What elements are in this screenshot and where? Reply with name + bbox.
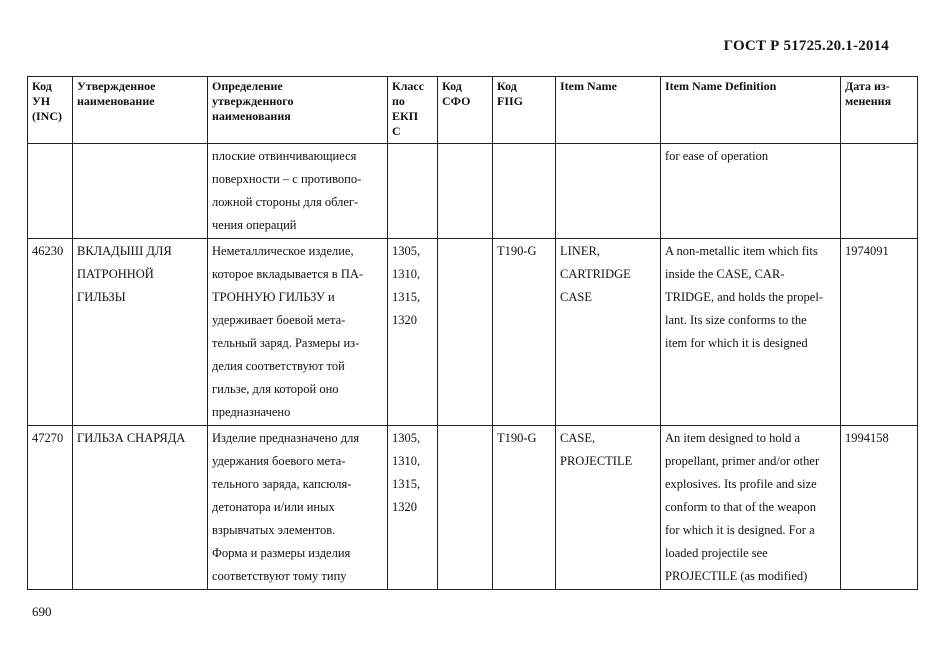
cell-line: ЕКП (392, 109, 419, 123)
cell-line: УН (32, 94, 51, 108)
cell-line: A non-metallic item which fits (665, 244, 818, 258)
cell-line: lant. Its size conforms to the (665, 313, 807, 327)
col-header-fiig (493, 77, 556, 144)
cell-line: делия соответствуют той (212, 359, 345, 373)
cell-line: 1315, (392, 290, 421, 304)
cell-line: Утвержденное (77, 79, 156, 93)
col-header-definition (208, 77, 388, 144)
cell-line: 1305, (392, 244, 421, 258)
cell-line: поверхности – с противопо- (212, 172, 362, 186)
col-header-inc (28, 77, 73, 144)
cell-line: удержания боевого мета- (212, 454, 346, 468)
cell-line: 1310, (392, 267, 421, 281)
cell-line: которое вкладывается в ПА- (212, 267, 364, 281)
cell-item-name (556, 426, 661, 590)
cell-line: 1320 (392, 313, 417, 327)
cell-line: inside the CASE, CAR- (665, 267, 785, 281)
cell-sfo (438, 239, 493, 426)
cell-line: Код (497, 79, 517, 93)
cell-line: PROJECTILE (560, 454, 633, 468)
cell-item-definition (661, 426, 841, 590)
cell-fiig: T190-G (493, 426, 556, 590)
cell-line: тельный заряд. Размеры из- (212, 336, 360, 350)
cell-line: тельного заряда, капсюля- (212, 477, 352, 491)
cell-line: Код (32, 79, 52, 93)
cell-inc: 47270 (28, 426, 73, 590)
cell-line: Класс (392, 79, 425, 93)
cell-line: ВКЛАДЫШ ДЛЯ (77, 244, 172, 258)
cell-line: Изделие предназначено для (212, 431, 360, 445)
cell-inc: 46230 (28, 239, 73, 426)
cell-class (388, 426, 438, 590)
cell-item-definition (661, 144, 841, 239)
cell-line: An item designed to hold a (665, 431, 801, 445)
cell-line: Дата из- (845, 79, 890, 93)
table-row (28, 144, 918, 239)
cell-line: Item Name Definition (665, 79, 777, 93)
cell-line: Код (442, 79, 462, 93)
catalog-table (27, 76, 918, 590)
cell-fiig (493, 144, 556, 239)
cell-item-name (556, 239, 661, 426)
col-header-item-name (556, 77, 661, 144)
cell-change-date (841, 144, 918, 239)
cell-line: Неметаллическое изделие, (212, 244, 354, 258)
cell-line: менения (845, 94, 892, 108)
cell-line: conform to that of the weapon (665, 500, 816, 514)
cell-line: детонатора и/или иных (212, 500, 335, 514)
cell-line: по (392, 94, 405, 108)
cell-line: гильзе, для которой оно (212, 382, 339, 396)
cell-line: for which it is designed. For a (665, 523, 815, 537)
cell-line: TRIDGE, and holds the propel- (665, 290, 823, 304)
cell-line: 1305, (392, 431, 421, 445)
cell-line: ГИЛЬЗА СНАРЯДА (77, 431, 186, 445)
cell-line: LINER, (560, 244, 600, 258)
cell-line: соответствуют тому типу (212, 569, 347, 583)
cell-line: propellant, primer and/or other (665, 454, 820, 468)
cell-line: for ease of operation (665, 149, 769, 163)
cell-line: explosives. Its profile and size (665, 477, 817, 491)
cell-item-definition (661, 239, 841, 426)
cell-line: 1315, (392, 477, 421, 491)
cell-definition (208, 144, 388, 239)
col-header-sfo (438, 77, 493, 144)
cell-inc (28, 144, 73, 239)
cell-item-name (556, 144, 661, 239)
col-header-change-date (841, 77, 918, 144)
cell-line: утвержденного (212, 94, 294, 108)
cell-line: CASE, (560, 431, 596, 445)
col-header-class (388, 77, 438, 144)
cell-line: FIIG (497, 94, 524, 108)
cell-line: ложной стороны для облег- (212, 195, 359, 209)
col-header-item-definition (661, 77, 841, 144)
cell-class (388, 144, 438, 239)
cell-line: Форма и размеры изделия (212, 546, 351, 560)
cell-line: 1320 (392, 500, 417, 514)
cell-line: loaded projectile see (665, 546, 768, 560)
page-number: 690 (32, 604, 52, 619)
table-row (28, 426, 918, 590)
cell-line: Определение (212, 79, 283, 93)
cell-line: удерживает боевой мета- (212, 313, 346, 327)
cell-line: СФО (442, 94, 471, 108)
cell-approved-name (73, 239, 208, 426)
cell-change-date: 1994158 (841, 426, 918, 590)
cell-line: плоские отвинчивающиеся (212, 149, 357, 163)
cell-change-date: 1974091 (841, 239, 918, 426)
cell-line: ТРОННУЮ ГИЛЬЗУ и (212, 290, 335, 304)
cell-line: (INC) (32, 109, 62, 123)
cell-approved-name (73, 144, 208, 239)
cell-sfo (438, 144, 493, 239)
cell-line: взрывчатых элементов. (212, 523, 336, 537)
cell-line: 1310, (392, 454, 421, 468)
cell-line: наименования (212, 109, 291, 123)
cell-approved-name (73, 426, 208, 590)
cell-fiig: T190-G (493, 239, 556, 426)
cell-sfo (438, 426, 493, 590)
cell-line: CASE (560, 290, 592, 304)
document-code: ГОСТ Р 51725.20.1-2014 (723, 38, 889, 54)
cell-line: предназначено (212, 405, 291, 419)
cell-line: PROJECTILE (as modified) (665, 569, 808, 583)
cell-line: item for which it is designed (665, 336, 808, 350)
table-row (28, 239, 918, 426)
cell-definition (208, 239, 388, 426)
header-row (28, 77, 918, 144)
cell-line: Item Name (560, 79, 617, 93)
cell-line: CARTRIDGE (560, 267, 631, 281)
cell-line: С (392, 124, 401, 138)
cell-definition (208, 426, 388, 590)
col-header-approved-name (73, 77, 208, 144)
cell-line: наименование (77, 94, 155, 108)
cell-class (388, 239, 438, 426)
cell-line: чения операций (212, 218, 297, 232)
cell-line: ПАТРОННОЙ (77, 267, 154, 281)
cell-line: ГИЛЬЗЫ (77, 290, 126, 304)
